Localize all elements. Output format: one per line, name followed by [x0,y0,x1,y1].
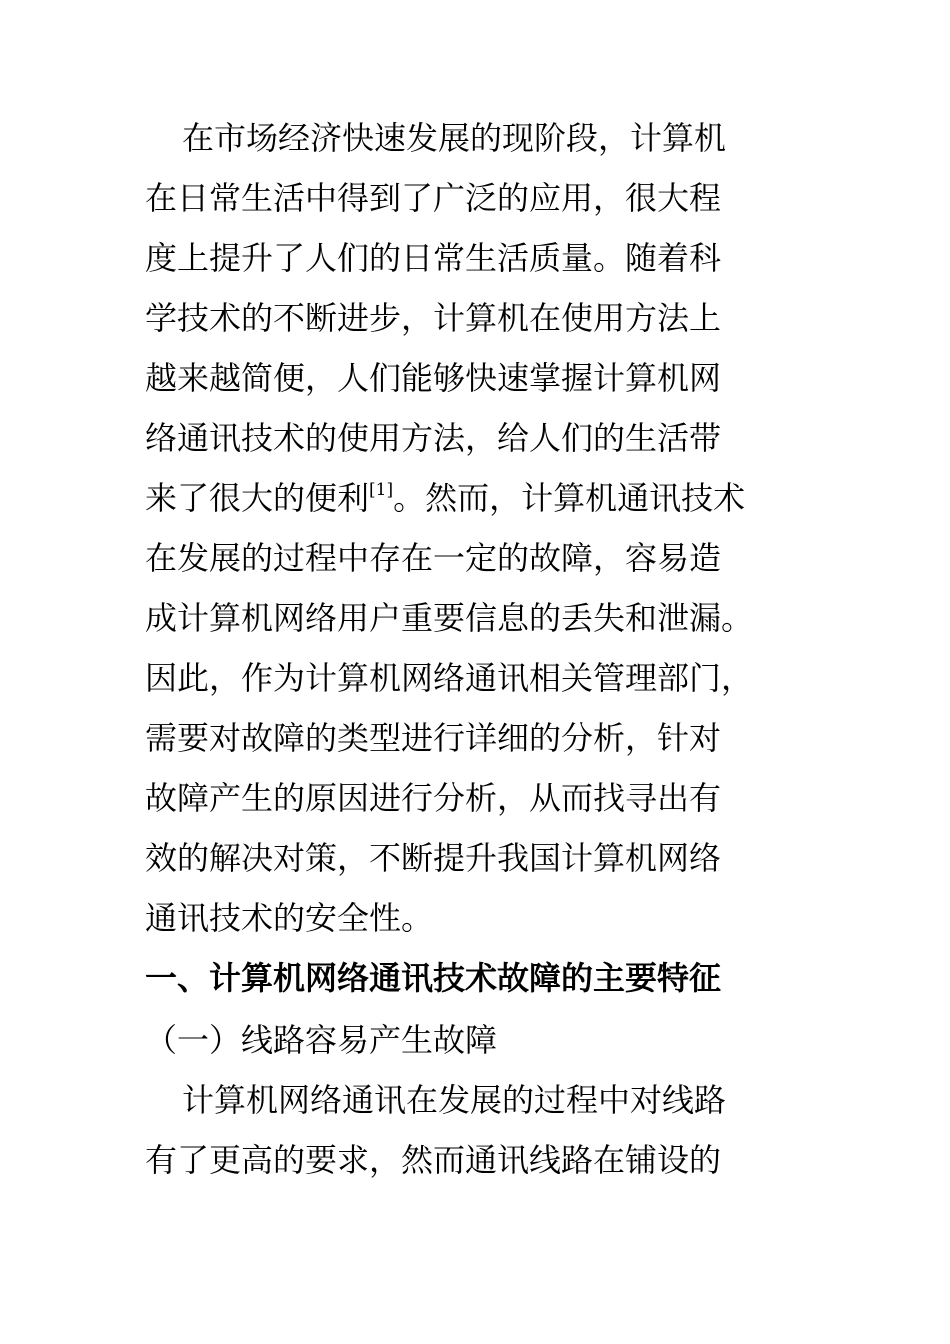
paragraph-line-with-citation [145,478,745,518]
paragraph-line: 故障产生的原因进行分析，从而找寻出有 [145,779,722,817]
subsection-heading: （一）线路容易产生故障 [145,1021,498,1059]
paragraph-line: 通讯技术的安全性。 [145,899,434,937]
paragraph-line: 效的解决对策，不断提升我国计算机网络 [145,839,722,877]
paragraph-line: 因此，作为计算机网络通讯相关管理部门， [145,659,754,697]
paragraph-line: 需要对故障的类型进行详细的分析，针对 [145,719,722,757]
paragraph-line: 在市场经济快速发展的现阶段，计算机 [182,119,727,157]
paragraph-line: 学技术的不断进步，计算机在使用方法上 [145,299,722,337]
paragraph-line: 成计算机网络用户重要信息的丢失和泄漏。 [145,599,754,637]
paragraph-line: 计算机网络通讯在发展的过程中对线路 [182,1081,727,1119]
citation-marker: [1] [369,479,394,500]
paragraph-line: 越来越简便，人们能够快速掌握计算机网 [145,359,722,397]
paragraph-line: 有了更高的要求，然而通讯线路在铺设的 [145,1141,722,1179]
paragraph-text: 。然而，计算机通讯技术 [393,479,746,517]
paragraph-line: 在发展的过程中存在一定的故障，容易造 [145,539,722,577]
section-heading: 一、计算机网络通讯技术故障的主要特征 [145,959,722,997]
paragraph-line: 络通讯技术的使用方法，给人们的生活带 [145,419,722,457]
paragraph-line: 度上提升了人们的日常生活质量。随着科 [145,239,722,277]
paragraph-text: 来了很大的便利 [145,479,370,517]
paragraph-line: 在日常生活中得到了广泛的应用，很大程 [145,179,722,217]
